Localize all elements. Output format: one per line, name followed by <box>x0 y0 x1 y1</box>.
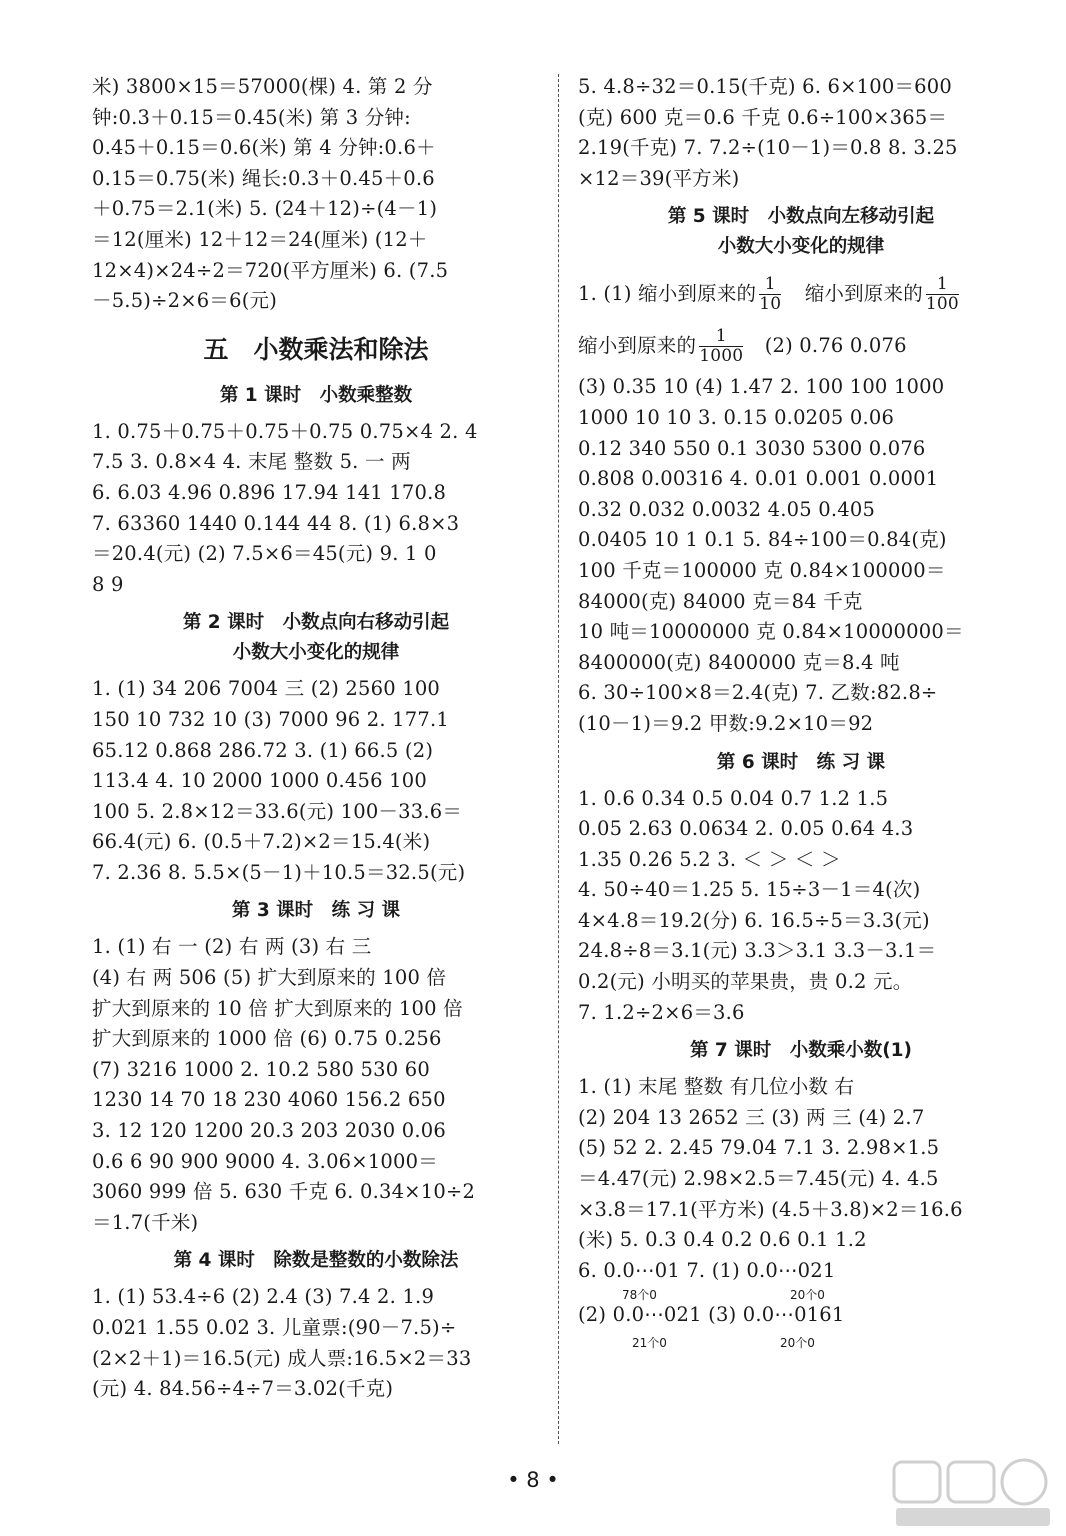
lesson6-line: 4×4.8＝19.2(分) 6. 16.5÷5＝3.3(元) <box>578 908 930 932</box>
fraction-1-1000 <box>699 328 743 365</box>
intro-left-line: ＝12(厘米) 12＋12＝24(厘米) (12＋ <box>92 227 428 251</box>
fraction-1-10 <box>759 276 781 313</box>
intro-left-line: 0.15＝0.75(米) 绳长:0.3＋0.45＋0.6 <box>92 166 435 190</box>
lesson5-line: 0.32 0.032 0.0032 4.05 0.405 <box>578 497 876 521</box>
right-column <box>578 72 1024 1350</box>
lesson6-title: 第 6 课时 练 习 课 <box>716 751 886 773</box>
lesson2-line: 66.4(元) 6. (0.5＋7.2)×2＝15.4(米) <box>92 830 431 854</box>
frac-text-b: 缩小到原来的 <box>804 282 923 306</box>
chapter-title: 五 小数乘法和除法 <box>203 334 429 364</box>
lesson4-answers <box>92 1282 540 1404</box>
lesson5-line: 0.808 0.00316 4. 0.01 0.001 0.0001 <box>578 467 939 491</box>
lesson6-line: 0.2(元) 小明买的苹果贵，贵 0.2 元。 <box>578 970 913 994</box>
lesson5-title-line1: 第 5 课时 小数点向左移动引起 <box>667 206 935 228</box>
lesson3-line: 3. 12 120 1200 20.3 203 2030 0.06 <box>92 1119 446 1143</box>
lesson3-line: 1230 14 70 18 230 4060 156.2 650 <box>92 1088 446 1112</box>
lesson3-line: (7) 3216 1000 2. 10.2 580 530 60 <box>92 1057 430 1081</box>
lesson7-line: ＝4.47(元) 2.98×2.5＝7.45(元) 4. 4.5 <box>578 1167 939 1191</box>
intro-left-line: ＋0.75＝2.1(米) 5. (24＋12)÷(4－1) <box>92 197 438 221</box>
intro-left-line: 米) 3800×15＝57000(棵) 4. 第 2 分 <box>92 75 433 98</box>
lesson6-line: 7. 1.2÷2×6＝3.6 <box>578 1000 745 1024</box>
lesson3-line: (4) 右 两 506 (5) 扩大到原来的 100 倍 <box>92 966 447 990</box>
lesson1-line: 7.5 3. 0.8×4 4. 末尾 整数 5. 一 两 <box>92 450 411 474</box>
lesson5-line: 100 千克＝100000 克 0.84×100000＝ <box>578 558 946 582</box>
left-column <box>92 72 540 1405</box>
lesson2-title-line1: 第 2 课时 小数点向右移动引起 <box>182 612 450 634</box>
lesson6-line: 1. 0.6 0.34 0.5 0.04 0.7 1.2 1.5 <box>578 786 889 810</box>
lesson7-line: ×3.8＝17.1(平方米) (4.5＋3.8)×2＝16.6 <box>578 1197 963 1221</box>
lesson6-line: 24.8÷8＝3.1(元) 3.3＞3.1 3.3－3.1＝ <box>578 939 937 963</box>
lesson2-answers <box>92 674 540 888</box>
frac-text-c: 缩小到原来的 <box>578 334 697 358</box>
lesson5-line: (10－1)＝9.2 甲数:9.2×10＝92 <box>578 711 874 735</box>
intro-right-line: ×12＝39(平方米) <box>578 166 740 190</box>
column-divider <box>558 74 559 1444</box>
answers-intro-right <box>578 72 1024 194</box>
q7-text: (2) 0.0⋯021 (3) 0.0⋯0161 <box>578 1302 845 1326</box>
fraction-numerator: 1 <box>759 276 781 295</box>
lesson3-line: 扩大到原来的 10 倍 扩大到原来的 100 倍 <box>92 996 463 1020</box>
intro-left-line: 12×4)×24÷2＝720(平方厘米) 6. (7.5 <box>92 258 449 282</box>
lesson7-q7-line <box>578 1300 1024 1350</box>
lesson6-line: 4. 50÷40＝1.25 5. 15÷3－1＝4(次) <box>578 878 921 902</box>
page-number: • 8 • <box>507 1468 559 1492</box>
q7-zero-count-b: 20个0 <box>780 1335 815 1350</box>
lesson2-line: 1. (1) 34 206 7004 三 (2) 2560 100 <box>92 677 441 701</box>
lesson2-line: 113.4 4. 10 2000 1000 0.456 100 <box>92 769 427 793</box>
lesson1-line: 7. 63360 1440 0.144 44 8. (1) 6.8×3 <box>92 511 460 535</box>
intro-left-line: 钟:0.3＋0.15＝0.45(米) 第 3 分钟: <box>92 105 411 129</box>
lesson5-line: 84000(克) 84000 克＝84 千克 <box>578 589 863 613</box>
lesson1-line: 6. 6.03 4.96 0.896 17.94 141 170.8 <box>92 480 447 504</box>
fraction-numerator: 1 <box>699 328 743 347</box>
watermark-logo <box>888 1456 1058 1530</box>
lesson3-line: 扩大到原来的 1000 倍 (6) 0.75 0.256 <box>92 1027 442 1051</box>
frac-text-a: 1. (1) 缩小到原来的 <box>578 282 757 306</box>
lesson1-line: ＝20.4(元) (2) 7.5×6＝45(元) 9. 1 0 <box>92 542 437 566</box>
lesson3-line: ＝1.7(千米) <box>92 1210 199 1234</box>
lesson1-line: 8 9 <box>92 572 124 596</box>
fraction-numerator: 1 <box>926 276 959 295</box>
lesson3-line: 0.6 6 90 900 9000 4. 3.06×1000＝ <box>92 1149 438 1173</box>
lesson5-line: (3) 0.35 10 (4) 1.47 2. 100 100 1000 <box>578 375 945 399</box>
lesson3-line: 1. (1) 右 一 (2) 右 两 (3) 右 三 <box>92 935 372 959</box>
q6-zero-count-a: 78个0 <box>622 1287 657 1302</box>
lesson2-line: 100 5. 2.8×12＝33.6(元) 100－33.6＝ <box>92 799 463 823</box>
lesson6-answers <box>578 784 1024 1029</box>
intro-left-line: －5.5)÷2×6＝6(元) <box>92 289 278 313</box>
lesson3-title: 第 3 课时 练 习 课 <box>231 900 401 922</box>
lesson7-line: (5) 52 2. 2.45 79.04 7.1 3. 2.98×1.5 <box>578 1136 940 1160</box>
lesson1-answers <box>92 417 540 601</box>
intro-right-line: (克) 600 克＝0.6 千克 0.6÷100×365＝ <box>578 105 948 129</box>
fraction-denominator: 10 <box>759 294 782 315</box>
answers-intro-left <box>92 72 540 317</box>
lesson2-line: 65.12 0.868 286.72 3. (1) 66.5 (2) <box>92 738 434 762</box>
lesson2-title-line2: 小数大小变化的规律 <box>232 642 400 664</box>
lesson6-line: 0.05 2.63 0.0634 2. 0.05 0.64 4.3 <box>578 817 914 841</box>
fraction-denominator: 1000 <box>699 346 744 367</box>
lesson5-answers <box>578 372 1024 739</box>
fraction-denominator: 100 <box>925 294 959 315</box>
lesson4-line: 1. (1) 53.4÷6 (2) 2.4 (3) 7.4 2. 1.9 <box>92 1285 435 1309</box>
lesson3-answers <box>92 932 540 1238</box>
lesson5-fraction-line-2 <box>578 320 1024 372</box>
q6-text: 6. 0.0⋯01 7. (1) 0.0⋯021 <box>578 1258 836 1282</box>
lesson2-line: 150 10 732 10 (3) 7000 96 2. 177.1 <box>92 707 449 731</box>
lesson5-line: 6. 30÷100×8＝2.4(克) 7. 乙数:82.8÷ <box>578 681 938 705</box>
lesson7-line: 1. (1) 末尾 整数 有几位小数 右 <box>578 1075 855 1099</box>
frac-text-d: (2) 0.76 0.076 <box>764 334 907 358</box>
lesson4-line: 0.021 1.55 0.02 3. 儿童票:(90－7.5)÷ <box>92 1316 457 1339</box>
intro-right-line: 2.19(千克) 7. 7.2÷(10－1)＝0.8 8. 3.25 <box>578 136 958 160</box>
lesson4-title: 第 4 课时 除数是整数的小数除法 <box>173 1250 459 1272</box>
lesson4-line: (元) 4. 84.56÷4÷7＝3.02(千克) <box>92 1377 394 1401</box>
lesson1-title: 第 1 课时 小数乘整数 <box>219 384 413 406</box>
intro-right-line: 5. 4.8÷32＝0.15(千克) 6. 6×100＝600 <box>578 75 952 98</box>
lesson7-line: (2) 204 13 2652 三 (3) 两 三 (4) 2.7 <box>578 1105 925 1129</box>
lesson7-line: (米) 5. 0.3 0.4 0.2 0.6 0.1 1.2 <box>578 1228 867 1252</box>
lesson7-title: 第 7 课时 小数乘小数(1) <box>689 1040 913 1062</box>
lesson5-title-line2: 小数大小变化的规律 <box>717 236 885 258</box>
lesson5-line: 1000 10 10 3. 0.15 0.0205 0.06 <box>578 405 895 429</box>
lesson3-line: 3060 999 倍 5. 630 千克 6. 0.34×10÷2 <box>92 1180 476 1204</box>
lesson5-line: 0.0405 10 1 0.1 5. 84÷100＝0.84(克) <box>578 528 947 552</box>
lesson5-fraction-line-1 <box>578 268 1024 320</box>
lesson4-line: (2×2＋1)＝16.5(元) 成人票:16.5×2＝33 <box>92 1346 472 1370</box>
q6-zero-count-b: 20个0 <box>790 1287 825 1302</box>
lesson1-line: 1. 0.75＋0.75＋0.75＋0.75 0.75×4 2. 4 <box>92 419 478 443</box>
lesson5-line: 0.12 340 550 0.1 3030 5300 0.076 <box>578 436 926 460</box>
lesson7-answers <box>578 1072 1024 1256</box>
lesson6-line: 1.35 0.26 5.2 3. ＜ ＞ ＜ ＞ <box>578 847 841 871</box>
lesson7-q6-line <box>578 1256 1024 1300</box>
q7-zero-count-a: 21个0 <box>632 1335 667 1350</box>
lesson5-line: 10 吨＝10000000 克 0.84×10000000＝ <box>578 620 964 644</box>
lesson5-line: 8400000(克) 8400000 克＝8.4 吨 <box>578 650 900 674</box>
lesson2-line: 7. 2.36 8. 5.5×(5－1)＋10.5＝32.5(元) <box>92 860 466 884</box>
fraction-1-100 <box>926 276 959 313</box>
intro-left-line: 0.45＋0.15＝0.6(米) 第 4 分钟:0.6＋ <box>92 136 436 160</box>
